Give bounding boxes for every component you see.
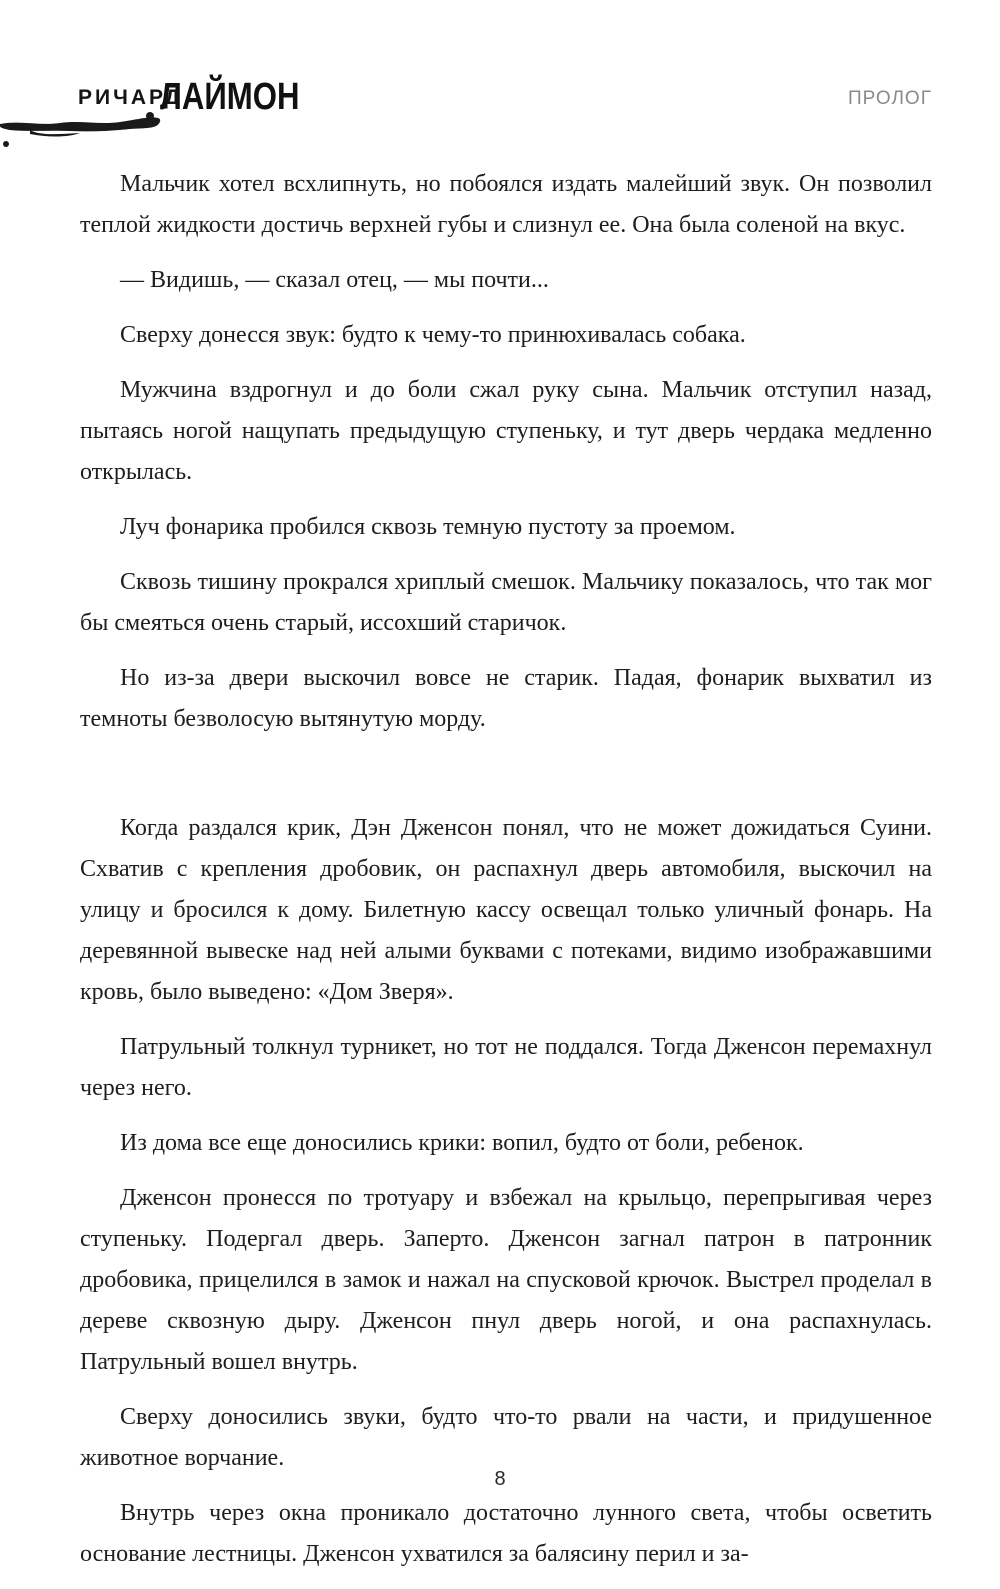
author-first-name: РИЧАРД [78, 86, 183, 109]
paragraph: Но из-за двери выскочил вовсе не старик. Падая, фонарик выхватил из темноты безволосую вытянутую морду. [80, 665, 932, 732]
paragraph: — Видишь, — сказал отец, — мы почти... [120, 267, 549, 293]
page-header [0, 76, 1000, 160]
paragraph: Дженсон пронесся по тротуару и взбежал на крыльцо, перепрыгивая через ступеньку. Подергал дверь. Заперто. Дженсон загнал патрон в патронник дробовика, прицелился в замок и нажал на спусковой крючок. Выстрел проделал в дереве сквозную дыру. Дженсон пнул дверь ногой, и она распахнулась. Патрульный вошел внутрь. [80, 1185, 932, 1375]
paragraph: Луч фонарика пробился сквозь темную пустоту за проемом. [120, 514, 736, 540]
paragraph: Сверху доносились звуки, будто что-то рвали на части, и придушенное животное ворчание. [80, 1404, 932, 1471]
paragraph: Внутрь через окна проникало достаточно лунного света, чтобы осветить основание лестницы. Дженсон ухватился за балясину перил и за- [80, 1500, 932, 1567]
paragraph: Сверху донесся звук: будто к чему-то принюхивалась собака. [120, 322, 746, 348]
paragraph: Мужчина вздрогнул и до боли сжал руку сына. Мальчик отступил назад, пытаясь ногой нащупать предыдущую ступеньку, и тут дверь чердака медленно открылась. [80, 377, 932, 485]
chapter-running-head: ПРОЛОГ [847, 88, 932, 109]
paragraph: Из дома все еще доносились крики: вопил, будто от боли, ребенок. [120, 1130, 804, 1156]
page-number: 8 [494, 1468, 506, 1490]
paragraph: Сквозь тишину прокрался хриплый смешок. Мальчику показалось, что так мог бы смеяться очень старый, иссохший старичок. [80, 569, 932, 636]
author-last-name: ЛАЙМОН [160, 76, 300, 118]
section-break [80, 754, 932, 808]
paragraph: Мальчик хотел всхлипнуть, но побоялся издать малейший звук. Он позволил теплой жидкости достичь верхней губы и слизнул ее. Она была соленой на вкус. [80, 171, 932, 238]
body-text [80, 164, 932, 1589]
paragraph: Патрульный толкнул турникет, но тот не поддался. Тогда Дженсон перемахнул через него. [80, 1034, 932, 1101]
paragraph: Когда раздался крик, Дэн Дженсон понял, что не может дожидаться Суини. Схватив с крепления дробовик, он распахнул дверь автомобиля, выскочил на улицу и бросился к дому. Билетную кассу освещал только уличный фонарь. На деревянной вывеске над ней алыми буквами с потеками, видимо изображавшими кровь, было выведено: «Дом Зверя». [80, 815, 932, 1005]
